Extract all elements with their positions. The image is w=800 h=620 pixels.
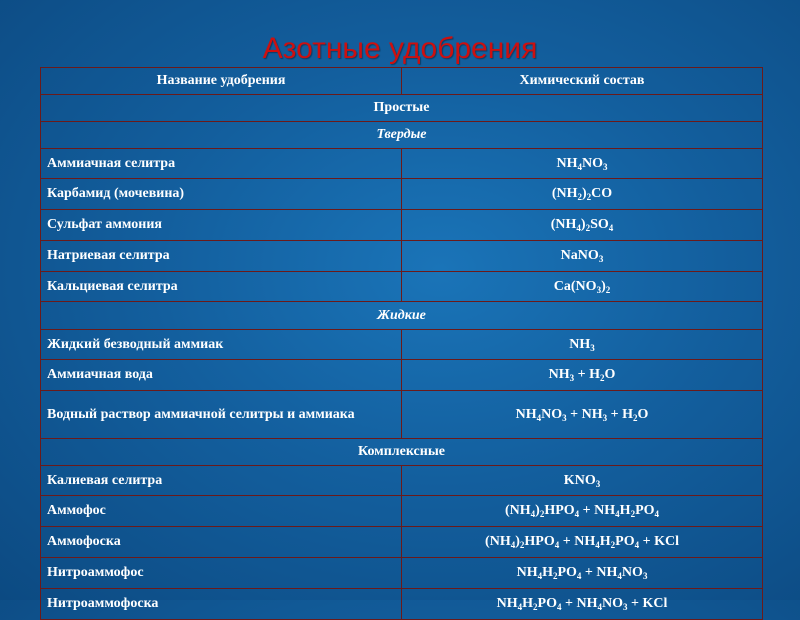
fertilizer-name: Аммофоска bbox=[41, 527, 402, 558]
fertilizer-name: Жидкий безводный аммиак bbox=[41, 330, 402, 360]
fertilizer-name: Натриевая селитра bbox=[41, 241, 402, 272]
table-row bbox=[41, 527, 763, 558]
formula: $KNO_3$ bbox=[402, 466, 763, 496]
table-header-row bbox=[41, 68, 763, 95]
section-row bbox=[41, 439, 763, 466]
table-row bbox=[41, 179, 763, 210]
formula: $NH_3 + H_2O$ bbox=[402, 360, 763, 391]
section-simple: Простые bbox=[41, 95, 763, 122]
fertilizer-name: Аммиачная вода bbox=[41, 360, 402, 391]
table-row bbox=[41, 496, 763, 527]
table-row bbox=[41, 149, 763, 179]
table-row bbox=[41, 330, 763, 360]
section-row bbox=[41, 302, 763, 330]
section-liquid: Жидкие bbox=[41, 302, 763, 330]
fertilizer-name: Сульфат аммония bbox=[41, 210, 402, 241]
fertilizer-name-text: Водный раствор аммиачной селитры и аммиака bbox=[47, 406, 355, 422]
fertilizer-table bbox=[40, 67, 763, 620]
slide-title: Азотные удобрения bbox=[262, 32, 538, 65]
formula: $(NH_4)_2HPO_4 + NH_4H_2PO_4$ + KCl bbox=[402, 527, 763, 558]
formula: $NH_3$ bbox=[402, 330, 763, 360]
fertilizer-name: Карбамид (мочевина) bbox=[41, 179, 402, 210]
formula: $NH_4H_2PO_4 + NH_4NO_3$ + KCl bbox=[402, 589, 763, 620]
fertilizer-name: Калиевая селитра bbox=[41, 466, 402, 496]
fertilizer-name: Нитроаммофоска bbox=[41, 589, 402, 620]
table-row bbox=[41, 241, 763, 272]
section-row bbox=[41, 95, 763, 122]
formula: $(NH_2)_2CO$ bbox=[402, 179, 763, 210]
fertilizer-name: Кальциевая селитра bbox=[41, 272, 402, 302]
table-row bbox=[41, 272, 763, 302]
formula: NaNO$_3$ bbox=[402, 241, 763, 272]
table-row bbox=[41, 210, 763, 241]
formula: $Ca(NO_3)_2$ bbox=[402, 272, 763, 302]
section-row bbox=[41, 122, 763, 149]
table-row bbox=[41, 391, 763, 439]
formula: $NH_4H_2PO_4 + NH_4NO_3$ bbox=[402, 558, 763, 589]
formula: $(NH_4)_2SO_4$ bbox=[402, 210, 763, 241]
fertilizer-name: Аммиачная селитра bbox=[41, 149, 402, 179]
header-name: Название удобрения bbox=[41, 68, 402, 95]
formula: $(NH_4)_2HPO_4 + NH_4H_2PO_4$ bbox=[402, 496, 763, 527]
fertilizer-name: Нитроаммофос bbox=[41, 558, 402, 589]
header-composition: Химический состав bbox=[402, 68, 763, 95]
table-row bbox=[41, 589, 763, 620]
table-row bbox=[41, 360, 763, 391]
table-row bbox=[41, 466, 763, 496]
section-solid: Твердые bbox=[41, 122, 763, 149]
fertilizer-name bbox=[41, 391, 402, 439]
formula: $NH_4NO_3 + NH_3 + H_2O$ bbox=[402, 391, 763, 439]
formula: $NH_4NO_3$ bbox=[402, 149, 763, 179]
section-complex: Комплексные bbox=[41, 439, 763, 466]
table-row bbox=[41, 558, 763, 589]
fertilizer-name: Аммофос bbox=[41, 496, 402, 527]
